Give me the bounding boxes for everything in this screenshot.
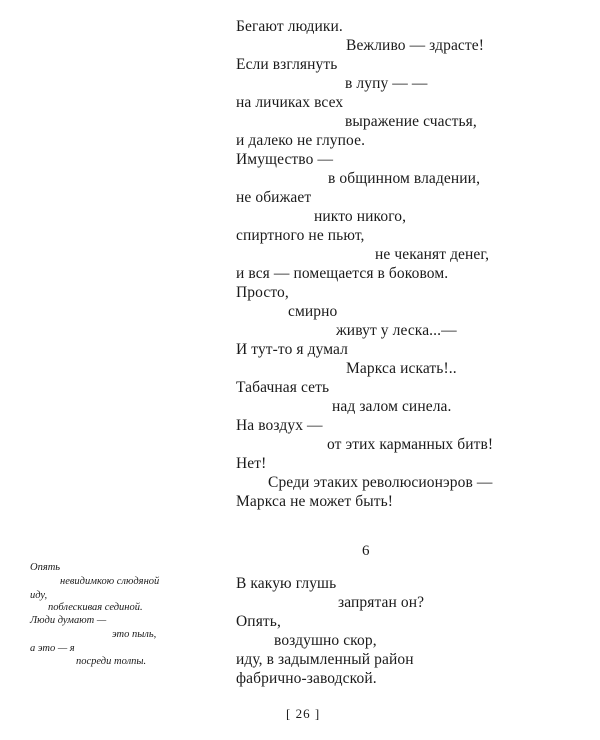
poem-line: и далеко не глупое. (236, 132, 366, 149)
marginalia-line: поблескивая сединой. (48, 602, 143, 613)
poem-line: Маркса не может быть! (236, 493, 394, 510)
poem-line: над залом синела. (332, 398, 452, 415)
poem-line: не чеканят денег, (375, 246, 490, 263)
marginalia-line: это пыль, (112, 629, 157, 640)
poem-line: Бегают людики. (236, 18, 343, 35)
poem-line: Табачная сеть (236, 379, 330, 396)
poem-line: выражение счастья, (345, 113, 477, 130)
poem-line: воздушно скор, (274, 632, 377, 649)
poem-line: никто никого, (314, 208, 407, 225)
poem-line: смирно (288, 303, 338, 320)
poem-line: На воздух — (236, 417, 323, 434)
poem-line: Вежливо — здрасте! (346, 37, 485, 54)
poem-line: Маркса искать!.. (346, 360, 457, 377)
poem-line: живут у леска...— (336, 322, 457, 339)
marginalia-line: посреди толпы. (76, 656, 147, 667)
page-number: [ 26 ] (286, 706, 321, 721)
marginalia-line: невидимкою слюдяной (60, 576, 160, 587)
marginalia-line: Люди думают — (30, 615, 107, 626)
poem-line: И тут-то я думал (236, 341, 349, 358)
poem-line: в лупу — — (345, 75, 428, 92)
marginalia-line: а это — я (30, 643, 75, 654)
poem-line: спиртного не пьют, (236, 227, 365, 244)
poem-line: иду, в задымленный район (236, 651, 414, 668)
poem-line: Имущество — (236, 151, 334, 168)
poem-line: в общинном владении, (328, 170, 481, 187)
poem-line: фабрично-заводской. (236, 670, 377, 687)
marginalia-line: Опять (30, 562, 61, 573)
poem-line: на личиках всех (236, 94, 344, 111)
poem-line: не обижает (236, 189, 312, 206)
poem-line: Просто, (236, 284, 289, 301)
poem-line: В какую глушь (236, 575, 337, 592)
poem-line: Нет! (236, 455, 267, 472)
poem-line: Среди этаких революсионэров — (268, 474, 493, 491)
poem-line: Если взглянуть (236, 56, 338, 73)
poem-line: от этих карманных битв! (327, 436, 494, 453)
poem-line: запрятан он? (338, 594, 425, 611)
poem-line: и вся — помещается в боковом. (236, 265, 449, 282)
section-number: 6 (362, 543, 370, 559)
marginalia-line: иду, (30, 590, 48, 601)
poem-line: Опять, (236, 613, 281, 630)
